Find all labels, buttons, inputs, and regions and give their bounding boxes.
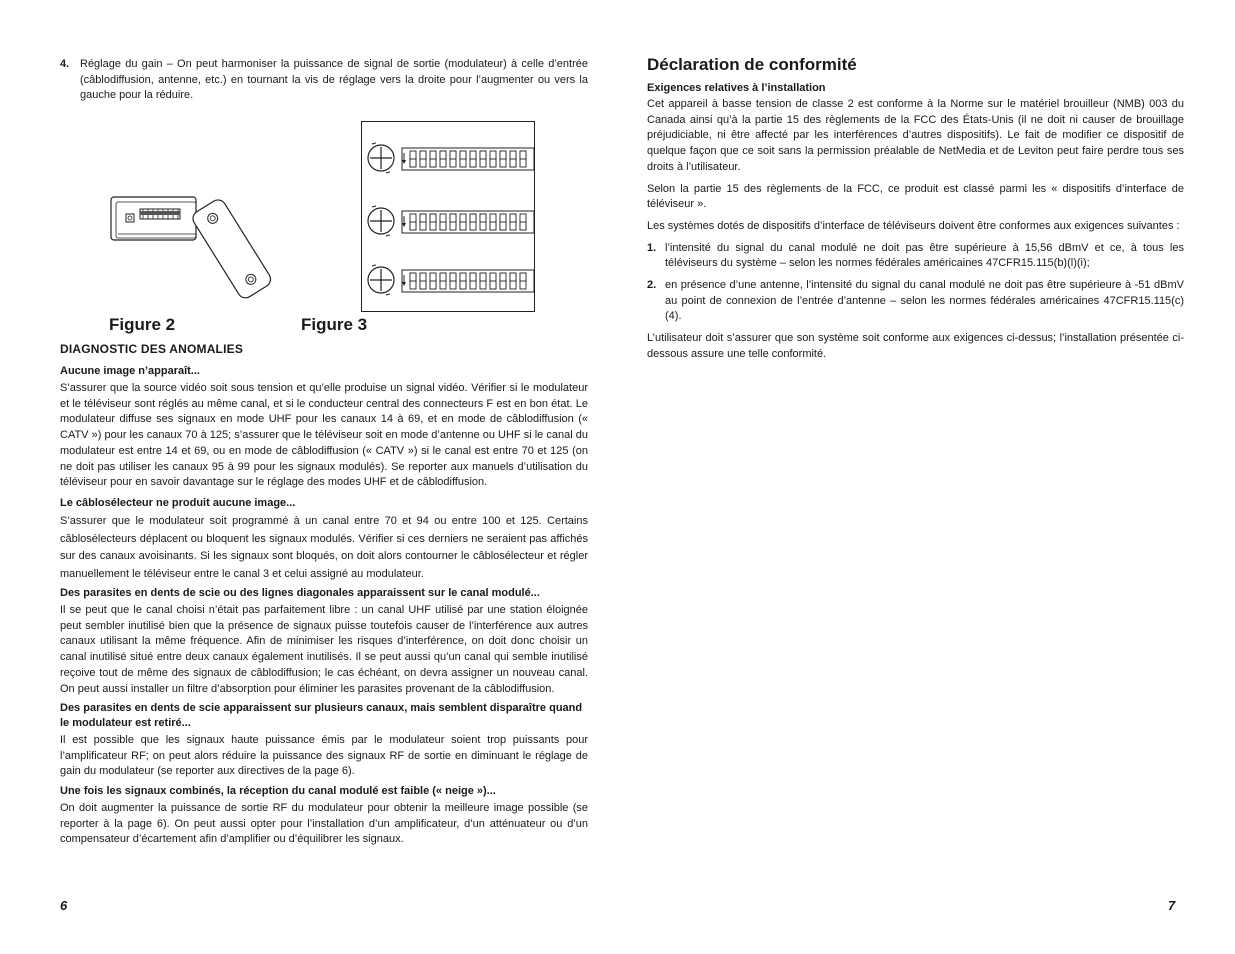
figure-2-caption: Figure 2 bbox=[109, 315, 176, 334]
conformity-heading: Déclaration de conformité bbox=[647, 55, 857, 74]
section-heading: Des parasites en dents de scie apparaissent sur plusieurs canaux, mais semblent disparaître quand le modulateur est retiré... bbox=[60, 702, 583, 729]
installation-subheading: Exigences relatives à l’installation bbox=[647, 82, 826, 94]
section-heading: Une fois les signaux combinés, la réception du canal modulé est faible (« neige »)... bbox=[60, 785, 496, 797]
page-number-right: 7 bbox=[1168, 898, 1176, 913]
section-body: S’assurer que la source vidéo soit sous tension et qu’elle produise un signal vidéo. Vérifier si le modulateur et le téléviseur sont réglés au même canal, et si le conducteur central des connecteurs F est en bon état. Le modulateur diffuse ses signaux en mode UHF pour les canaux 14 à 69, et en mode de câblodiffusion (« CATV ») pour les canaux 70 à 125; s’assurer que le téléviseur soit en mode d’antenne ou UHF si le canal du modulateur est entre 14 et 69, ou en mode de câblodiffusion (« CATV ») si le canal est entre 70 et 125 (on ne doit pas utiliser les canaux 95 à 99 pour les signaux modulés). Se reporter aux manuels d’utilisation du téléviseur pour en savoir davantage sur le réglage des modes UHF et de câblodiffusion. bbox=[60, 382, 588, 489]
requirement-text: en présence d’une antenne, l’intensité du signal du canal modulé ne doit pas être supérieure à -51 dBmV au point de connexion de l’entrée d’antenne – selon les normes fédérales américaines 47CFR15.115(c)(4). bbox=[665, 279, 1184, 323]
section-body: On doit augmenter la puissance de sortie RF du modulateur pour obtenir la meilleure image possible (se reporter à la page 6). On peut aussi opter pour l’installation d’un amplificateur, d’un atténuateur ou d’un compensateur d’écartement afin d’amplifier ou d’équilibrer les signaux. bbox=[60, 802, 588, 846]
conformity-paragraph: Les systèmes dotés de dispositifs d’interface de téléviseurs doivent être conformes aux exigences suivantes : bbox=[647, 219, 1180, 232]
requirement-item bbox=[647, 278, 1184, 325]
requirement-item bbox=[647, 241, 1184, 272]
section-body: Il se peut que le canal choisi n’était pas parfaitement libre : un canal UHF utilisé par une station éloignée peut sembler inutilisé bien que la présence de signaux puisse toutefois causer de l’interférence aux autres canaux utilisant la même fréquence. Afin de minimiser les risques d’interférence, on doit donc choisir un canal inutilisé situé entre deux canaux également inutilisés. Il se peut aussi qu’un canal qui semble inutilisé reçoive tout de même des signaux de câblodiffusion; le cas échéant, on devra assigner un nouveau canal. On peut aussi installer un filtre d’absorption pour éliminer les parasites provenant de la câblodiffusion. bbox=[60, 604, 588, 695]
page-number-left: 6 bbox=[60, 898, 68, 913]
section-body: Il est possible que les signaux haute puissance émis par le modulateur soient trop puissants pour l’amplificateur RF; on peut alors réduire la puissance des signaux RF de sortie en diminuant le réglage de gain du modulateur (se reporter aux directives de la page 6). bbox=[60, 734, 588, 778]
figure-3-box bbox=[361, 121, 535, 312]
requirement-number: 2. bbox=[647, 279, 657, 292]
section-body: S’assurer que le modulateur soit programmé à un canal entre 70 et 94 ou entre 100 et 125. Certains câblosélecteurs déplacent ou bloquent les signaux modulés. Vérifier si ces derniers ne seraient pas affichés sur des canaux avoisinants. Si les signaux sont bloqués, on doit alors contourner le câblosélecteur et régler manuellement le téléviseur entre le canal 3 et celui assigné au modulateur. bbox=[60, 515, 588, 580]
section-heading: Aucune image n’apparaît... bbox=[60, 365, 200, 377]
gain-adjust-item bbox=[60, 57, 588, 104]
figure-3-caption: Figure 3 bbox=[301, 315, 368, 334]
troubleshoot-section bbox=[60, 364, 588, 491]
section-heading: Le câblosélecteur ne produit aucune image... bbox=[60, 497, 296, 509]
item-number: 4. bbox=[60, 58, 70, 70]
conformity-paragraph: L’utilisateur doit s’assurer que son système soit conforme aux exigences ci-dessus; l’installation présentée ci-dessous assure une telle conformité. bbox=[647, 332, 1184, 360]
conformity-paragraph: Cet appareil à basse tension de classe 2 est conforme à la Norme sur le matériel brouilleur (NMB) 003 du Canada ainsi qu’à la partie 15 des règlements de la FCC des États-Unis (il ne doit ni causer de brouillage préjudiciable, ni être affecté par les interférences d’autres dispositifs). Le fait de modifier ce dispositif de quelque façon que ce soit sans la permission préalable de NetMedia et de Leviton peut faire perdre tous ses droits à l’utilisateur. bbox=[647, 98, 1184, 173]
requirement-number: 1. bbox=[647, 241, 657, 254]
diagnostic-heading: DIAGNOSTIC DES ANOMALIES bbox=[60, 342, 244, 356]
item-text: Réglage du gain – On peut harmoniser la puissance de signal de sortie (modulateur) à celle d’entrée (câblodiffusion, antenne, etc.) en tournant la vis de réglage vers la droite pour l’augmenter ou vers la gauche pour la réduire. bbox=[80, 58, 588, 102]
section-heading: Des parasites en dents de scie ou des lignes diagonales apparaissent sur le canal modulé... bbox=[60, 587, 540, 599]
requirement-text: l’intensité du signal du canal modulé ne doit pas être supérieure à 15,56 dBmV et ce, à tous les téléviseurs du système – selon les normes fédérales américaines 47CFR15.115(b)(l)(i); bbox=[665, 241, 1184, 270]
conformity-paragraph: Selon la partie 15 des règlements de la FCC, ce produit est classé parmi les « dispositifs d’interface de téléviseur ». bbox=[647, 182, 1184, 211]
troubleshoot-section bbox=[60, 496, 588, 583]
conformity-section bbox=[647, 81, 1184, 363]
troubleshoot-section bbox=[60, 784, 588, 848]
troubleshoot-section bbox=[60, 586, 588, 697]
troubleshoot-section bbox=[60, 701, 588, 780]
figure-2-illustration bbox=[108, 194, 283, 309]
figure-3-illustration bbox=[362, 122, 534, 311]
